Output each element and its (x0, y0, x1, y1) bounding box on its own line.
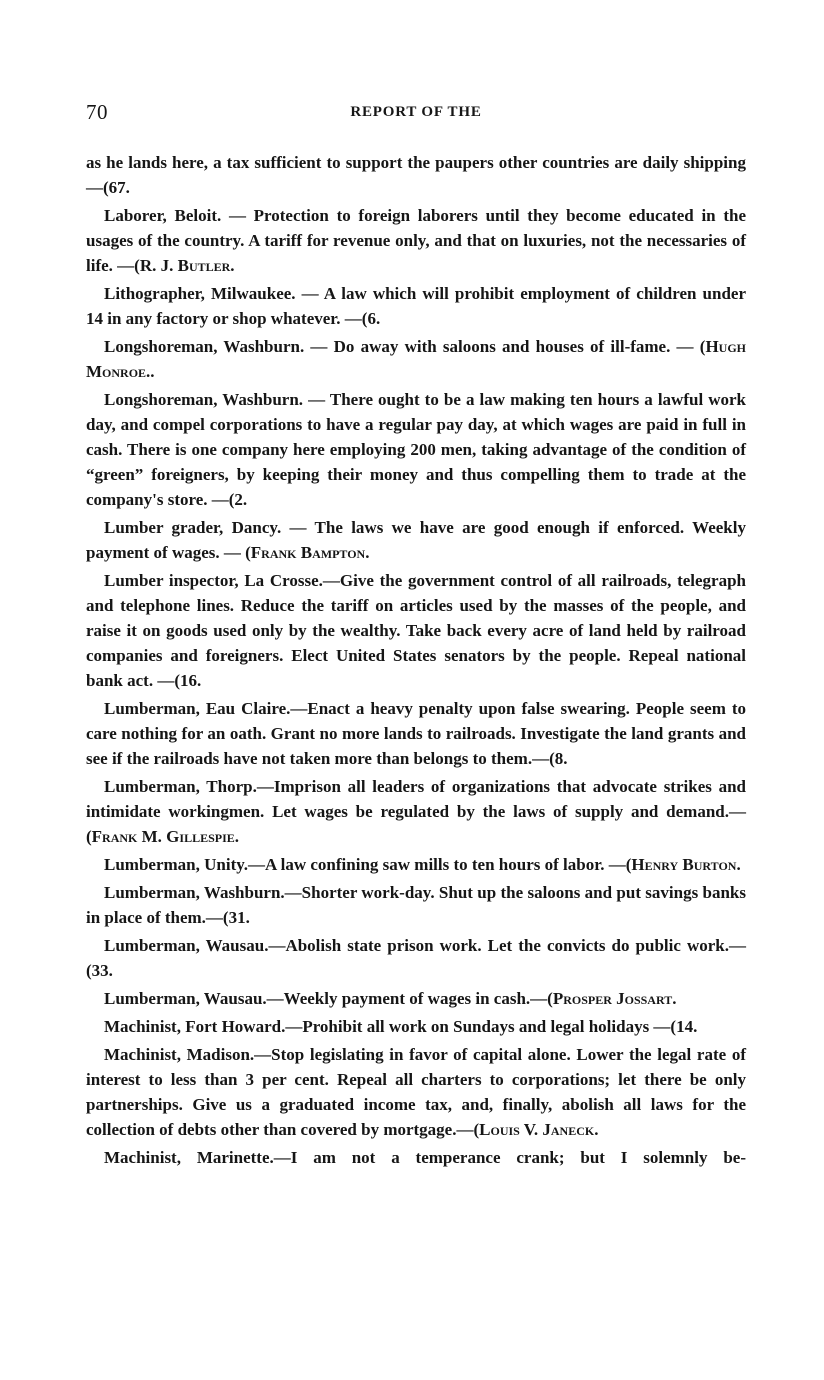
paragraph-text: Longshoreman, Washburn. — Do away with saloons and houses of ill-fame. — ( (104, 337, 706, 356)
paragraph-text: Longshoreman, Washburn. — There ought to be a law making ten hours a lawful work day, and compel corporations to have a regular pay day, at which wages are paid in full in cash. There is one company here employing 200 men, taking advantage of the condition of “green” foreigners, by keeping their money and thus compelling them to trade at the company's store. —(2. (86, 390, 746, 509)
author-name: Prosper Jossart. (552, 989, 677, 1008)
body-text (86, 150, 746, 1170)
author-name: R. J. Butler. (139, 256, 235, 275)
paragraph-laborer-beloit (86, 203, 746, 278)
paragraph-text: as he lands here, a tax sufficient to support the paupers other countries are daily shipping —(67. (86, 153, 746, 197)
paragraph-text: Lumberman, Wausau.—Abolish state prison work. Let the convicts do public work.—(33. (86, 936, 746, 980)
author-name: Frank Bampton. (250, 543, 370, 562)
paragraph-longshoreman-washburn-1 (86, 334, 746, 384)
paragraph-lumber-inspector-la-crosse (86, 568, 746, 693)
paragraph-lumberman-wausau-2 (86, 986, 746, 1011)
paragraph-lithographer-milwaukee (86, 281, 746, 331)
paragraph-text: Lumberman, Wausau.—Weekly payment of wages in cash.—( (104, 989, 553, 1008)
author-name: Louis V. Janeck. (479, 1120, 599, 1139)
page-number: 70 (86, 100, 108, 124)
paragraph-continuation (86, 150, 746, 200)
running-head: REPORT OF THE (350, 104, 482, 120)
paragraph-machinist-fort-howard (86, 1014, 746, 1039)
paragraph-text: Lithographer, Milwaukee. — A law which will prohibit employment of children under 14 in any factory or shop whatever. —(6. (86, 284, 746, 328)
document-page (86, 100, 746, 1173)
paragraph-longshoreman-washburn-2 (86, 387, 746, 512)
paragraph-lumberman-thorp (86, 774, 746, 849)
paragraph-text: Lumberman, Unity.—A law confining saw mills to ten hours of labor. —( (104, 855, 632, 874)
paragraph-text: Lumberman, Thorp.—Imprison all leaders of organizations that advocate strikes and intimidate workingmen. Let wages be regulated by the laws of supply and demand.—( (86, 777, 746, 846)
paragraph-lumberman-eau-claire (86, 696, 746, 771)
paragraph-lumberman-unity (86, 852, 746, 877)
page-header (86, 100, 746, 130)
paragraph-lumber-grader-dancy (86, 515, 746, 565)
author-name: Frank M. Gillespie. (91, 827, 240, 846)
author-name: Hugh Monroe.. (86, 337, 746, 381)
paragraph-machinist-marinette (86, 1145, 746, 1170)
paragraph-text: Laborer, Beloit. — Protection to foreign laborers until they become educated in the usages of the country. A tariff for revenue only, and that on luxuries, not the necessaries of life. —( (86, 206, 746, 275)
paragraph-lumberman-washburn (86, 880, 746, 930)
paragraph-text: Lumber inspector, La Crosse.—Give the government control of all railroads, telegraph and telephone lines. Reduce the tariff on articles used by the masses of the people, and raise it on goods used only by the wealthy. Take back every acre of land held by railroad companies and foreigners. Elect United States senators by the people. Repeal national bank act. —(16. (86, 571, 746, 690)
paragraph-text: Lumber grader, Dancy. — The laws we have are good enough if enforced. Weekly payment of wages. — ( (86, 518, 746, 562)
paragraph-text: Machinist, Marinette.—I am not a temperance crank; but I solemnly be- (104, 1148, 746, 1167)
paragraph-text: Lumberman, Eau Claire.—Enact a heavy penalty upon false swearing. People seem to care nothing for an oath. Grant no more lands to railroads. Investigate the land grants and see if the railroads have not taken more than belongs to them.—(8. (86, 699, 746, 768)
paragraph-lumberman-wausau-1 (86, 933, 746, 983)
paragraph-text: Lumberman, Washburn.—Shorter work-day. Shut up the saloons and put savings banks in place of them.—(31. (86, 883, 746, 927)
paragraph-text: Machinist, Madison.—Stop legislating in favor of capital alone. Lower the legal rate of interest to less than 3 per cent. Repeal all charters to corporations; let there be only partnerships. Give us a graduated income tax, and, finally, abolish all laws for the collection of debts other than covered by mortgage.—( (86, 1045, 746, 1139)
paragraph-machinist-madison (86, 1042, 746, 1142)
paragraph-text: Machinist, Fort Howard.—Prohibit all work on Sundays and legal holidays —(14. (104, 1017, 698, 1036)
author-name: Henry Burton. (631, 855, 741, 874)
